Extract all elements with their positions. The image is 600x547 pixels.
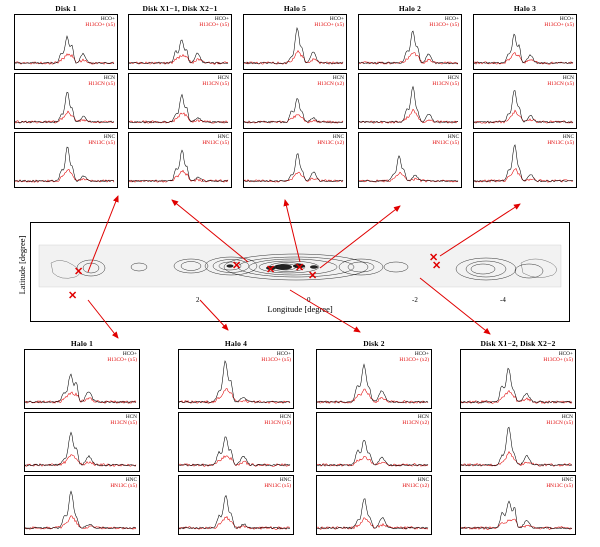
group-disk-x1-2-x2-2 xyxy=(460,339,576,538)
legend-line-main: HNC xyxy=(332,134,344,140)
legend-line-main: HNC xyxy=(103,134,115,140)
spectrum-panel-hco[interactable] xyxy=(178,349,294,409)
legend-line-main: HCO+ xyxy=(414,351,429,357)
spectrum-panel-hcn[interactable] xyxy=(243,73,347,129)
group-disk-x1-1-x2-1 xyxy=(128,4,232,191)
panel-legend xyxy=(314,16,344,28)
legend-line-iso: H13CO+ (x5) xyxy=(261,357,291,364)
panel-legend xyxy=(402,477,429,489)
spectrum-panel-hco[interactable] xyxy=(316,349,432,409)
legend-line-main: HCN xyxy=(417,414,429,420)
panel-legend xyxy=(199,16,229,28)
marker-halo-1[interactable]: ✕ xyxy=(68,290,78,302)
spectrum-panel-hco[interactable] xyxy=(128,14,232,70)
legend-line-iso: HN13C (x5) xyxy=(264,483,291,490)
marker-disk-2[interactable]: ✕ xyxy=(266,264,276,276)
group-halo-1 xyxy=(24,339,140,538)
spectrum-panel-hco[interactable] xyxy=(358,14,462,70)
legend-line-main: HCN xyxy=(217,75,229,81)
spectrum-panel-hco[interactable] xyxy=(14,14,118,70)
legend-line-iso: H13CO+ (x5) xyxy=(314,22,344,29)
panel-legend xyxy=(317,134,344,146)
spectrum-panel-hnc[interactable] xyxy=(316,475,432,535)
panel-legend xyxy=(317,75,344,87)
legend-line-main: HCO+ xyxy=(214,16,229,22)
panel-legend xyxy=(264,477,291,489)
panel-legend xyxy=(107,351,137,363)
group-title: Disk X1−1, Disk X2−1 xyxy=(142,4,218,13)
group-title: Disk X1−2, Disk X2−2 xyxy=(480,339,556,348)
spectrum-panel-hnc[interactable] xyxy=(473,132,577,188)
group-halo-3 xyxy=(473,4,577,191)
marker-halo-3[interactable]: ✕ xyxy=(432,260,442,272)
panel-legend xyxy=(547,75,574,87)
legend-line-iso: HN13C (x5) xyxy=(88,140,115,147)
spectrum-panel-hcn[interactable] xyxy=(358,73,462,129)
legend-line-main: HCN xyxy=(125,414,137,420)
spectrum-panel-hco[interactable] xyxy=(473,14,577,70)
legend-line-main: HNC xyxy=(125,477,137,483)
panel-legend xyxy=(85,16,115,28)
panel-legend xyxy=(88,75,115,87)
panel-legend xyxy=(399,351,429,363)
legend-line-iso: H13CO+ (x5) xyxy=(85,22,115,29)
map-xtick: -4 xyxy=(500,296,506,304)
legend-line-iso: HN13C (x5) xyxy=(110,483,137,490)
spectrum-panel-hco[interactable] xyxy=(24,349,140,409)
panel-legend xyxy=(546,477,573,489)
group-disk-2 xyxy=(316,339,432,538)
legend-line-iso: HN13C (x2) xyxy=(402,483,429,490)
panel-legend xyxy=(88,134,115,146)
group-title: Halo 2 xyxy=(398,4,422,13)
legend-line-iso: HN13C (x5) xyxy=(432,140,459,147)
legend-line-main: HCO+ xyxy=(559,16,574,22)
legend-line-iso: HN13C (x5) xyxy=(547,140,574,147)
marker-disk-x1x2[interactable]: ✕ xyxy=(429,252,439,264)
marker-halo-2[interactable]: ✕ xyxy=(308,270,318,282)
legend-line-iso: H13CO+ (x5) xyxy=(429,22,459,29)
legend-line-main: HCN xyxy=(332,75,344,81)
legend-line-iso: H13CN (x5) xyxy=(110,420,137,427)
panel-legend xyxy=(432,75,459,87)
group-disk-1 xyxy=(14,4,118,191)
map-xtick: -2 xyxy=(412,296,418,304)
legend-line-iso: H13CN (x5) xyxy=(546,420,573,427)
legend-line-main: HCO+ xyxy=(122,351,137,357)
spectrum-panel-hcn[interactable] xyxy=(460,412,576,472)
legend-line-iso: HN13C (x2) xyxy=(317,140,344,147)
group-halo-5 xyxy=(243,4,347,191)
legend-line-main: HNC xyxy=(561,477,573,483)
panel-legend xyxy=(402,414,429,426)
legend-line-main: HCN xyxy=(103,75,115,81)
spectrum-panel-hcn[interactable] xyxy=(128,73,232,129)
spectrum-panel-hnc[interactable] xyxy=(460,475,576,535)
panel-legend xyxy=(261,351,291,363)
panel-legend xyxy=(202,134,229,146)
legend-line-iso: H13CO+ (x5) xyxy=(543,357,573,364)
panel-legend xyxy=(202,75,229,87)
group-title: Halo 3 xyxy=(513,4,537,13)
spectrum-panel-hcn[interactable] xyxy=(24,412,140,472)
group-title: Disk 2 xyxy=(363,339,385,348)
panel-legend xyxy=(544,16,574,28)
legend-line-main: HCN xyxy=(279,414,291,420)
legend-line-iso: H13CN (x5) xyxy=(432,81,459,88)
spectrum-panel-hnc[interactable] xyxy=(178,475,294,535)
group-halo-4 xyxy=(178,339,294,538)
panel-legend xyxy=(264,414,291,426)
legend-line-iso: H13CN (x5) xyxy=(264,420,291,427)
map-xtick: 0 xyxy=(307,296,311,304)
spectrum-panel-hnc[interactable] xyxy=(14,132,118,188)
group-title: Halo 1 xyxy=(70,339,94,348)
panel-legend xyxy=(429,16,459,28)
legend-line-main: HCO+ xyxy=(276,351,291,357)
spectrum-panel-hnc[interactable] xyxy=(128,132,232,188)
legend-line-iso: H13CN (x2) xyxy=(317,81,344,88)
marker-disk-1[interactable]: ✕ xyxy=(74,266,84,278)
legend-line-iso: H13CO+ (x5) xyxy=(544,22,574,29)
panel-legend xyxy=(546,414,573,426)
group-halo-2 xyxy=(358,4,462,191)
legend-line-iso: H13CN (x5) xyxy=(547,81,574,88)
legend-line-iso: HN13C (x5) xyxy=(202,140,229,147)
spectrum-panel-hcn[interactable] xyxy=(14,73,118,129)
group-title: Halo 4 xyxy=(224,339,248,348)
legend-line-main: HNC xyxy=(417,477,429,483)
spectrum-panel-hcn[interactable] xyxy=(178,412,294,472)
legend-line-iso: H13CO+ (x5) xyxy=(199,22,229,29)
legend-line-main: HCO+ xyxy=(329,16,344,22)
spectrum-panel-hco[interactable] xyxy=(460,349,576,409)
legend-line-iso: H13CN (x2) xyxy=(402,420,429,427)
spectrum-panel-hnc[interactable] xyxy=(358,132,462,188)
group-title: Disk 1 xyxy=(55,4,77,13)
spectrum-panel-hco[interactable] xyxy=(243,14,347,70)
group-title: Halo 5 xyxy=(283,4,307,13)
legend-line-main: HNC xyxy=(279,477,291,483)
panel-legend xyxy=(543,351,573,363)
legend-line-main: HCN xyxy=(561,414,573,420)
map-xtick: 2 xyxy=(196,296,200,304)
legend-line-main: HCO+ xyxy=(558,351,573,357)
spectrum-panel-hcn[interactable] xyxy=(316,412,432,472)
legend-line-iso: HN13C (x5) xyxy=(546,483,573,490)
legend-line-main: HCO+ xyxy=(100,16,115,22)
legend-line-iso: H13CO+ (x5) xyxy=(107,357,137,364)
spectrum-panel-hcn[interactable] xyxy=(473,73,577,129)
legend-line-main: HNC xyxy=(562,134,574,140)
spectrum-panel-hnc[interactable] xyxy=(24,475,140,535)
panel-legend xyxy=(432,134,459,146)
legend-line-main: HNC xyxy=(447,134,459,140)
spectrum-panel-hnc[interactable] xyxy=(243,132,347,188)
panel-legend xyxy=(547,134,574,146)
legend-line-main: HCO+ xyxy=(444,16,459,22)
map-ylabel: Latitude [degree] xyxy=(17,235,27,295)
legend-line-iso: H13CN (x5) xyxy=(202,81,229,88)
legend-line-iso: H13CN (x5) xyxy=(88,81,115,88)
marker-halo-4[interactable]: ✕ xyxy=(232,260,242,272)
map-xlabel: Longitude [degree] xyxy=(267,304,333,314)
panel-legend xyxy=(110,414,137,426)
marker-halo-5[interactable]: ✕ xyxy=(295,262,305,274)
legend-line-iso: H13CO+ (x2) xyxy=(399,357,429,364)
legend-line-main: HCN xyxy=(562,75,574,81)
panel-legend xyxy=(110,477,137,489)
legend-line-main: HNC xyxy=(217,134,229,140)
legend-line-main: HCN xyxy=(447,75,459,81)
